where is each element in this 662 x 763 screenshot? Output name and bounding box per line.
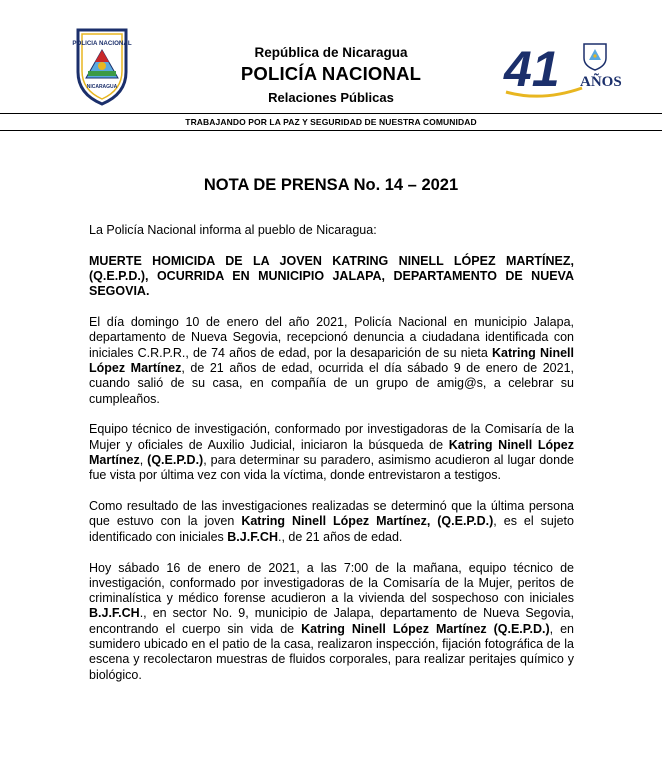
svg-text:NICARAGUA: NICARAGUA: [86, 84, 118, 90]
text-run: , para determinar su paradero, asimismo acudieron al lugar donde fue vista por última vez con vida la víctima, donde entrevistaron a testigos.: [89, 453, 574, 483]
svg-text:41: 41: [504, 41, 560, 97]
text-run: Hoy sábado 16 de enero de 2021, a las 7:00 de la mañana, equipo técnico de investigación, conformado por investigadoras de la Comisaría de la Mujer, peritos de criminalística y médico forense acudieron a la vivienda del sospechoso con iniciales: [89, 560, 574, 606]
41-anos-anniversary-logo: [502, 40, 622, 102]
paragraph-1: [89, 315, 574, 407]
victim-name: Katring Ninell López Martínez: [89, 345, 574, 376]
svg-text:POLICIA NACIONAL: POLICIA NACIONAL: [72, 40, 132, 47]
institutional-motto: TRABAJANDO POR LA PAZ Y SEGURIDAD DE NUESTRA COMUNIDAD: [185, 117, 477, 127]
qepd-label: (Q.E.P.D.): [147, 453, 204, 468]
text-run: , es el sujeto identificado con iniciales: [89, 514, 574, 544]
text-run: , en sumidero ubicado en el patio de la casa, realizaron inspección, fijación fotográfica de la escena y recolectaron muestras de fluidos corporales, para realizar peritajes químico y biológico.: [89, 621, 575, 682]
suspect-initials: B.J.F.CH: [227, 529, 278, 544]
header-rule-top: [0, 113, 662, 114]
headline: MUERTE HOMICIDA DE LA JOVEN KATRING NINELL LÓPEZ MARTÍNEZ, (Q.E.P.D.), OCURRIDA EN MUNICIPIO JALAPA, DEPARTAMENTO DE NUEVA SEGOVIA.: [89, 253, 574, 299]
intro-paragraph: La Policía Nacional informa al pueblo de Nicaragua:: [89, 223, 377, 237]
paragraph-2: [89, 422, 574, 483]
press-release-title: NOTA DE PRENSA No. 14 – 2021: [203, 176, 459, 194]
country-name: República de Nicaragua: [254, 45, 408, 60]
press-release-body: [89, 223, 574, 698]
suspect-initials: B.J.F.CH: [89, 606, 140, 621]
text-run: ., de 21 años de edad.: [277, 529, 403, 544]
text-run: ., en sector No. 9, municipio de Jalapa, departamento de Nueva Segovia, encontrando el cuerpo sin vida de: [89, 606, 574, 636]
text-run: El día domingo 10 de enero del año 2021, Policía Nacional en municipio Jalapa, departamento de Nueva Segovia, recepcionó denuncia a ciudadana identificada con iniciales C.R.P.R., de 74 años de edad, por la desaparición de su nieta: [89, 315, 574, 360]
header-rule-bottom: [0, 130, 662, 131]
svg-text:AÑOS: AÑOS: [580, 74, 622, 90]
text-run: , de 21 años de edad, ocurrida el día sábado 9 de enero de 2021, cuando salió de su casa, en compañía de un grupo de amig@s, a celebrar su cumpleaños.: [89, 361, 574, 406]
institution-name: POLICÍA NACIONAL: [240, 63, 422, 84]
victim-name: Katring Ninell López Martínez, (Q.E.P.D.): [241, 514, 494, 529]
victim-name: Katring Ninell López Martínez: [89, 437, 574, 468]
victim-name: Katring Ninell López Martínez (Q.E.P.D.): [301, 621, 550, 636]
text-run: Como resultado de las investigaciones realizadas se determinó que la última persona que estuvo con la joven: [89, 499, 574, 529]
text-run: Equipo técnico de investigación, conformado por investigadoras de la Comisaría de la Mujer y oficiales de Auxilio Judicial, iniciaron la búsqueda de: [89, 422, 574, 452]
paragraph-4: [89, 561, 574, 683]
letterhead: [0, 0, 662, 127]
paragraph-3: [89, 499, 574, 545]
text-run: ,: [139, 453, 148, 468]
department-name: Relaciones Públicas: [268, 90, 394, 105]
